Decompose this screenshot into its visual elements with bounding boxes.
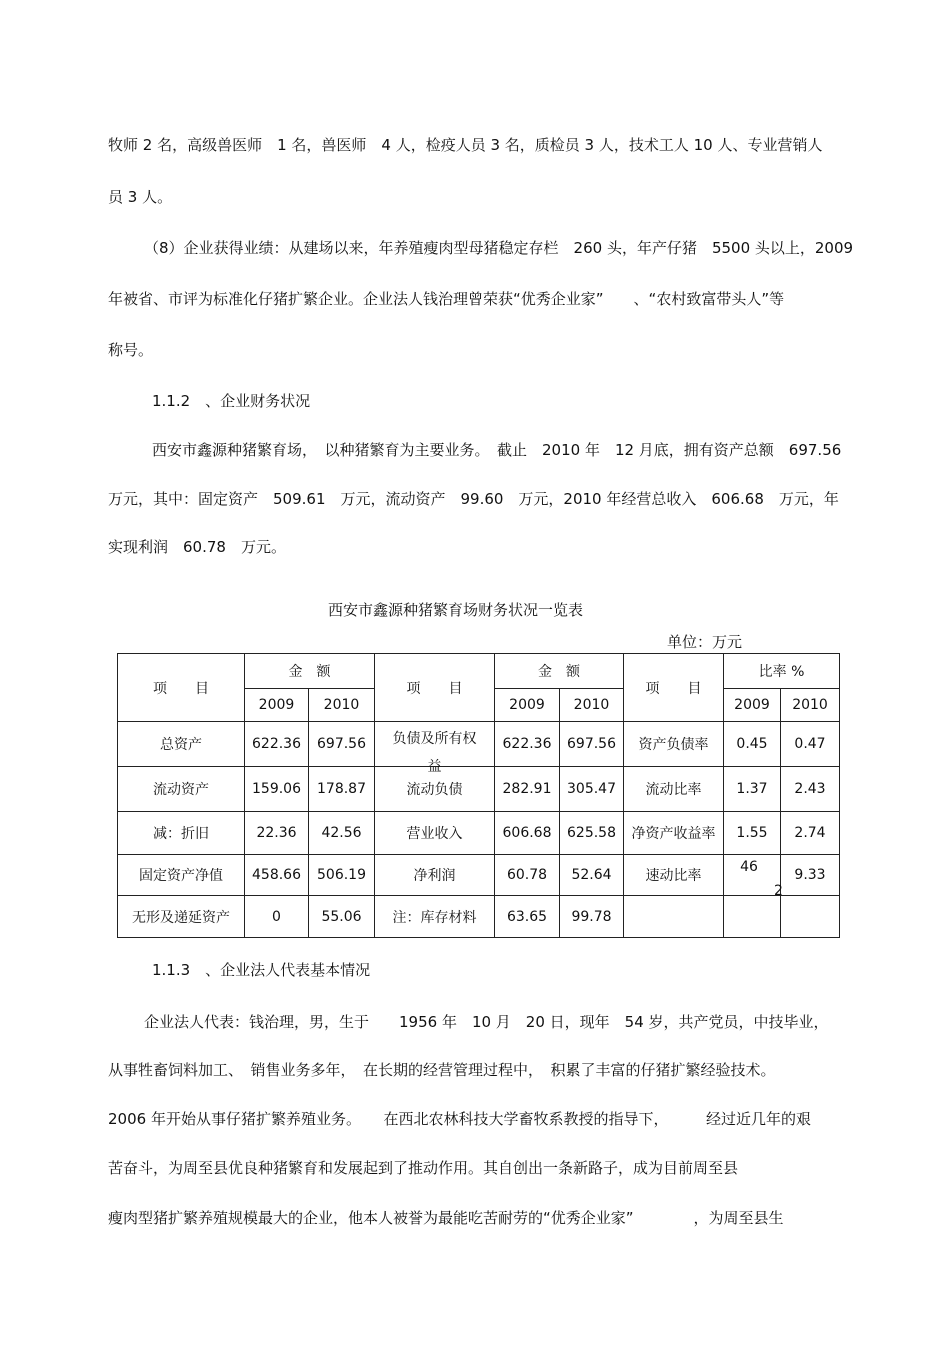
cell-value: 458.66 xyxy=(245,855,309,896)
cell-value xyxy=(724,855,783,899)
cell-value: 63.65 xyxy=(495,896,560,938)
header-item: 项 目 xyxy=(118,654,245,722)
cell-value: 282.91 xyxy=(495,767,560,812)
cell-item: 净资产收益率 xyxy=(624,812,724,855)
paragraph-line: 牧师 2 名，高级兽医师 1 名，兽医师 4 人，检疫人员 3 名，质检员 3 人，技术工人 10 人、专业营销人 xyxy=(108,136,823,154)
paragraph-line: 西安市鑫源种猪繁育场， 以种猪繁育为主要业务。 截止 2010 年 12 月底，拥有资产总额 697.56 xyxy=(152,441,842,459)
cell-item: 减：折旧 xyxy=(118,812,245,855)
header-item: 项 目 xyxy=(624,654,724,722)
paragraph-line: 万元，其中：固定资产 509.61 万元，流动资产 99.60 万元，2010 年经营总收入 606.68 万元，年 xyxy=(108,490,839,508)
cell-value: 42.56 xyxy=(309,812,375,855)
cell-value-line: 2 xyxy=(774,883,783,899)
cell-value: 622.36 xyxy=(245,722,309,767)
cell-value: 60.78 xyxy=(495,855,560,896)
table-row xyxy=(118,722,840,767)
cell-item xyxy=(624,896,724,938)
cell-item: 流动负债 xyxy=(375,767,495,812)
cell-value: 0.45 xyxy=(724,722,781,767)
cell-value: 0.47 xyxy=(781,722,840,767)
cell-item: 流动资产 xyxy=(118,767,245,812)
cell-item: 营业收入 xyxy=(375,812,495,855)
financial-table xyxy=(117,653,840,938)
paragraph-line: 员 3 人。 xyxy=(108,188,173,206)
paragraph-line: 苦奋斗，为周至县优良种猪繁育和发展起到了推动作用。其自创出一条新路子，成为目前周至县 xyxy=(108,1159,739,1177)
cell-item-line: 负债及所有权 xyxy=(392,731,477,747)
paragraph-line: 实现利润 60.78 万元。 xyxy=(108,538,286,556)
cell-value: 606.68 xyxy=(495,812,560,855)
table-row xyxy=(118,855,840,896)
cell-item-line: 益 xyxy=(427,759,442,775)
table-row xyxy=(118,812,840,855)
table-unit: 单位：万元 xyxy=(667,633,743,651)
paragraph-line: 从事牲畜饲料加工、 销售业务多年， 在长期的经营管理过程中， 积累了丰富的仔猪扩繁经验技术。 xyxy=(108,1061,776,1079)
table-title: 西安市鑫源种猪繁育场财务状况一览表 xyxy=(328,601,584,619)
cell-value: 99.78 xyxy=(560,896,624,938)
table-row xyxy=(118,896,840,938)
paragraph-line: 企业法人代表：钱治理，男，生于 1956 年 10 月 20 日，现年 54 岁，共产党员，中技毕业， xyxy=(144,1013,829,1031)
cell-item: 总资产 xyxy=(118,722,245,767)
cell-item: 无形及递延资产 xyxy=(118,896,245,938)
cell-value-line: 46 xyxy=(740,859,758,875)
cell-value: 2.43 xyxy=(781,767,840,812)
cell-item: 净利润 xyxy=(375,855,495,896)
header-year: 2009 xyxy=(724,689,781,722)
cell-value: 9.33 xyxy=(781,855,840,896)
cell-item: 固定资产净值 xyxy=(118,855,245,896)
cell-value: 305.47 xyxy=(560,767,624,812)
section-heading: 1.1.3 、企业法人代表基本情况 xyxy=(152,961,371,979)
header-amount: 金 额 xyxy=(495,654,624,689)
cell-value xyxy=(781,896,840,938)
cell-value: 22.36 xyxy=(245,812,309,855)
header-year: 2010 xyxy=(781,689,840,722)
header-year: 2010 xyxy=(560,689,624,722)
cell-value xyxy=(724,896,781,938)
header-year: 2009 xyxy=(245,689,309,722)
cell-value: 159.06 xyxy=(245,767,309,812)
cell-item xyxy=(375,722,495,775)
header-item: 项 目 xyxy=(375,654,495,722)
cell-value: 52.64 xyxy=(560,855,624,896)
header-amount: 金 额 xyxy=(245,654,375,689)
header-year: 2010 xyxy=(309,689,375,722)
paragraph-line: 瘦肉型猪扩繁养殖规模最大的企业，他本人被誉为最能吃苦耐劳的“优秀企业家” ，为周至县生 xyxy=(108,1209,784,1227)
cell-value: 178.87 xyxy=(309,767,375,812)
section-heading: 1.1.2 、企业财务状况 xyxy=(152,392,311,410)
paragraph-line: 称号。 xyxy=(108,341,154,359)
cell-value: 625.58 xyxy=(560,812,624,855)
cell-value: 55.06 xyxy=(309,896,375,938)
header-ratio: 比率 % xyxy=(724,654,840,689)
cell-value: 622.36 xyxy=(495,722,560,767)
cell-item: 速动比率 xyxy=(624,855,724,896)
cell-value: 0 xyxy=(245,896,309,938)
paragraph-line: 年被省、市评为标准化仔猪扩繁企业。企业法人钱治理曾荣获“优秀企业家” 、“农村致富带头人”等 xyxy=(108,290,785,308)
cell-item: 注：库存材料 xyxy=(375,896,495,938)
cell-value: 1.37 xyxy=(724,767,781,812)
cell-value: 1.55 xyxy=(724,812,781,855)
cell-item: 流动比率 xyxy=(624,767,724,812)
cell-item: 资产负债率 xyxy=(624,722,724,767)
header-year: 2009 xyxy=(495,689,560,722)
cell-value: 697.56 xyxy=(309,722,375,767)
paragraph-line: 2006 年开始从事仔猪扩繁养殖业务。 在西北农林科技大学畜牧系教授的指导下， 经过近几年的艰 xyxy=(108,1110,811,1128)
cell-value: 2.74 xyxy=(781,812,840,855)
paragraph-line: （8）企业获得业绩：从建场以来，年养殖瘦肉型母猪稳定存栏 260 头，年产仔猪 5500 头以上，2009 xyxy=(144,239,854,257)
cell-value: 506.19 xyxy=(309,855,375,896)
cell-value: 697.56 xyxy=(560,722,624,767)
